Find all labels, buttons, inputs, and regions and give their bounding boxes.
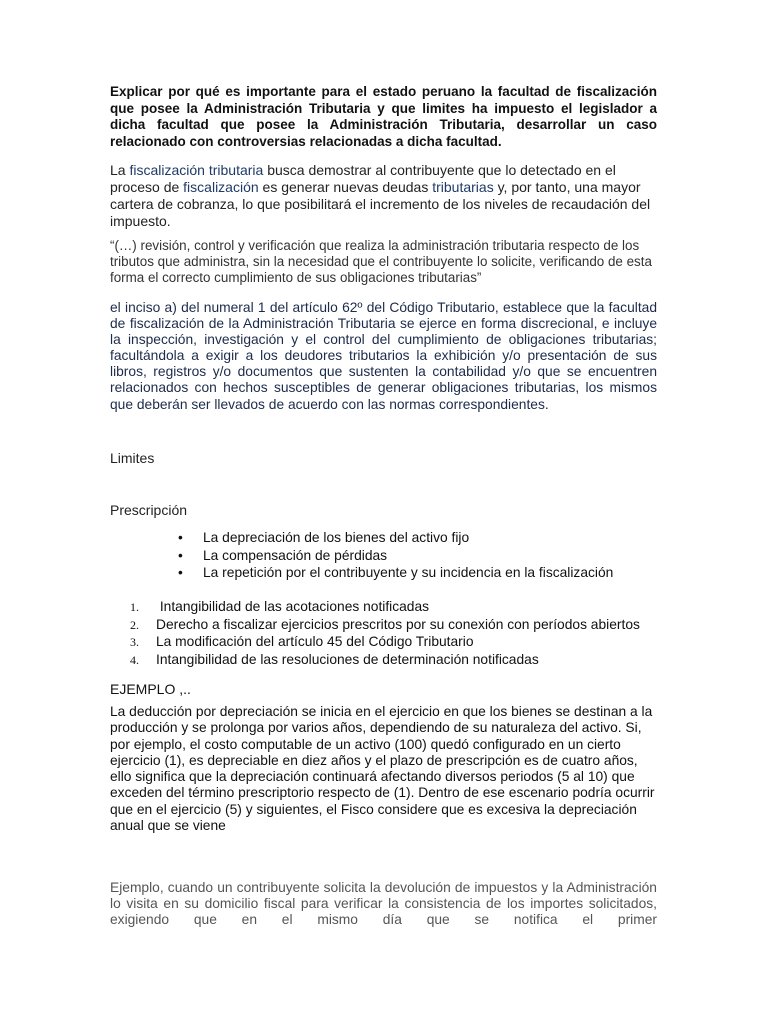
list-number: 2. xyxy=(130,617,139,632)
list-item-text: La modificación del artículo 45 del Código Tributario xyxy=(156,634,474,650)
list-number: 4. xyxy=(130,653,139,668)
quote-paragraph: “(…) revisión, control y verificación que realiza la administración tributaria respecto de los tributos que administra, sin la necesidad que el contribuyente lo solicite, verificando de esta forma el correcto cumplimiento de sus obligaciones tributarias” xyxy=(110,238,652,285)
bullet-list xyxy=(178,529,613,582)
list-item-text: La depreciación de los bienes del activo fijo xyxy=(203,530,470,545)
list-item-text: La repetición por el contribuyente y su incidencia en la fiscalización xyxy=(203,565,614,581)
section-label-limites: Limites xyxy=(110,450,155,466)
list-item-text: Derecho a fiscalizar ejercicios prescritos por su conexión con períodos abiertos xyxy=(156,616,640,632)
text-span: La xyxy=(110,162,130,178)
bullet-icon: • xyxy=(178,547,183,563)
numbered-list xyxy=(130,598,640,669)
paragraph-depreciacion: La deducción por depreciación se inicia en el ejercicio en que los bienes se destinan a la producción y se prolonga por varios años, dependiendo de su naturaleza del activo. Si, por ejemplo, el costo computable de un activo (100) quedó configurado en un cierto ejercicio (1), es depreciable en diez años y el plazo de prescripción es de cuatro años, ello significa que la depreciación continuará afectando diversos periodos (5 al 10) que exceden del término prescriptorio respecto de (1). Dentro de ese escenario podría ocurrir que en el ejercicio (5) y siguientes, el Fisco considere que es excesiva la depreciación anual que se viene xyxy=(110,704,655,834)
text-span: y, por tanto, una mayor cartera de cobranza, lo que posibilitará el incremento de los niveles de recaudación del impuesto. xyxy=(110,179,651,229)
text-span: es generar nuevas deudas xyxy=(258,179,433,195)
list-item-text: Intangibilidad de las resoluciones de determinación notificadas xyxy=(156,652,539,668)
list-item xyxy=(178,547,613,565)
bullet-icon: • xyxy=(178,565,183,581)
list-item xyxy=(178,564,613,582)
text-span: busca demostrar al contribuyente que lo detectado en el proceso de xyxy=(110,162,616,195)
bullet-icon: • xyxy=(178,530,183,545)
paragraph-fiscalizacion xyxy=(110,162,657,230)
section-label-ejemplo: EJEMPLO ,.. xyxy=(110,681,191,697)
list-item xyxy=(130,616,640,634)
keyword-fiscalizacion-tributaria: fiscalización tributaria xyxy=(129,162,264,178)
keyword-tributarias: tributarias xyxy=(432,179,494,195)
paragraph-ejemplo-devolucion: Ejemplo, cuando un contribuyente solicita la devolución de impuestos y la Administración lo visita en su domicilio fiscal para verificar la consistencia de los importes solicitados, exigiendo que en el mismo día que se notifica el primer xyxy=(110,880,657,927)
list-item xyxy=(130,633,640,651)
paragraph-codigo-tributario: el inciso a) del numeral 1 del artículo 62º del Código Tributario, establece que la facultad de fiscalización de la Administración Tributaria se ejerce en forma discrecional, e incluye la inspección, investigación y el control del cumplimiento de obligaciones tributarias; facultándola a exigir a los deudores tributarios la exhibición y/o presentación de sus libros, registros y/o documentos que sustenten la contabilidad y/o que se encuentren relacionados con hechos susceptibles de generar obligaciones tributarias, los mismos que deberán ser llevados de acuerdo con las normas correspondientes. xyxy=(110,300,657,412)
keyword-fiscalizacion: fiscalización xyxy=(183,179,259,195)
list-item xyxy=(178,529,613,547)
list-number: 3. xyxy=(130,635,139,650)
list-number: 1. xyxy=(130,600,139,614)
list-item xyxy=(130,651,640,669)
list-item-text: Intangibilidad de las acotaciones notificadas xyxy=(156,599,430,614)
question-heading: Explicar por qué es importante para el estado peruano la facultad de fiscalización que posee la Administración Tributaria y que limites ha impuesto el legislador a dicha facultad que posee la Administración Tributaria, desarrollar un caso relacionado con controversias relacionadas a dicha facultad. xyxy=(110,84,657,149)
list-item-text: La compensación de pérdidas xyxy=(203,547,388,563)
section-label-prescripcion: Prescripción xyxy=(110,502,188,518)
list-item xyxy=(130,598,640,616)
